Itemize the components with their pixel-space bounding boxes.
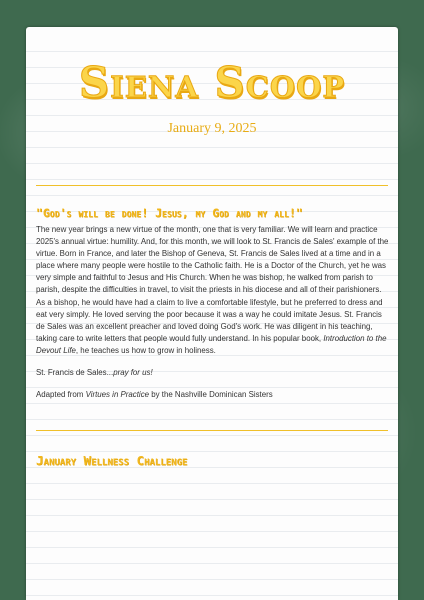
virtue-paragraph-text-1: The new year brings a new virtue of the month, one that is very familiar. We will learn and practice 2025's annual virtue: humility. And, for this month, we will look to St. Francis de Sales' example of the virtue. Born in France, and later the Bishop of Geneva, St. Francis de Sales lived at a time and in a place where many people were hostile to the Catholic faith. He is a Doctor of the Church, yet he was very simple and faithful to Jesus and His Church. When he was bishop, he walked from parish to parish, despite the difficulties in travel, to visit the priests in his diocese and all of their parishioners. As a bishop, he would have had a claim to live a comfortable lifestyle, but he preferred to dress and eat very simply. He loved serving the poor because it was a way he could imitate Jesus. St. Francis de Sales was an excellent preacher and loved doing God's work. He was diligent in his teaching, taking care to write letters that people would fully understand. In his popular book, (36, 225, 389, 343)
prayer-lead: St. Francis de Sales... (36, 368, 114, 378)
wellness-section-heading: January Wellness Challenge (36, 453, 188, 468)
virtue-paragraph (36, 224, 390, 357)
virtue-section-heading: "God's will be done! Jesus, my God and my all!" (36, 207, 303, 220)
book-title: Introduction to the Devout Life (36, 333, 387, 355)
attribution-line (36, 389, 390, 401)
divider-top (36, 185, 388, 186)
prayer-line (36, 367, 390, 379)
attribution-source: Virtues in Practice (85, 390, 150, 400)
newsletter-date: January 9, 2025 (167, 121, 257, 136)
divider-middle (36, 430, 388, 431)
prayer-emphasis: pray for us! (113, 368, 153, 378)
newsletter-title: Siena Scoop (78, 58, 346, 107)
attribution-lead: Adapted from (36, 390, 86, 400)
attribution-tail: by the Nashville Dominican Sisters (149, 390, 273, 400)
newsletter-page (26, 27, 398, 600)
virtue-paragraph-text-2: , he teaches us how to grow in holiness. (75, 345, 216, 355)
virtue-section-body (36, 224, 390, 411)
